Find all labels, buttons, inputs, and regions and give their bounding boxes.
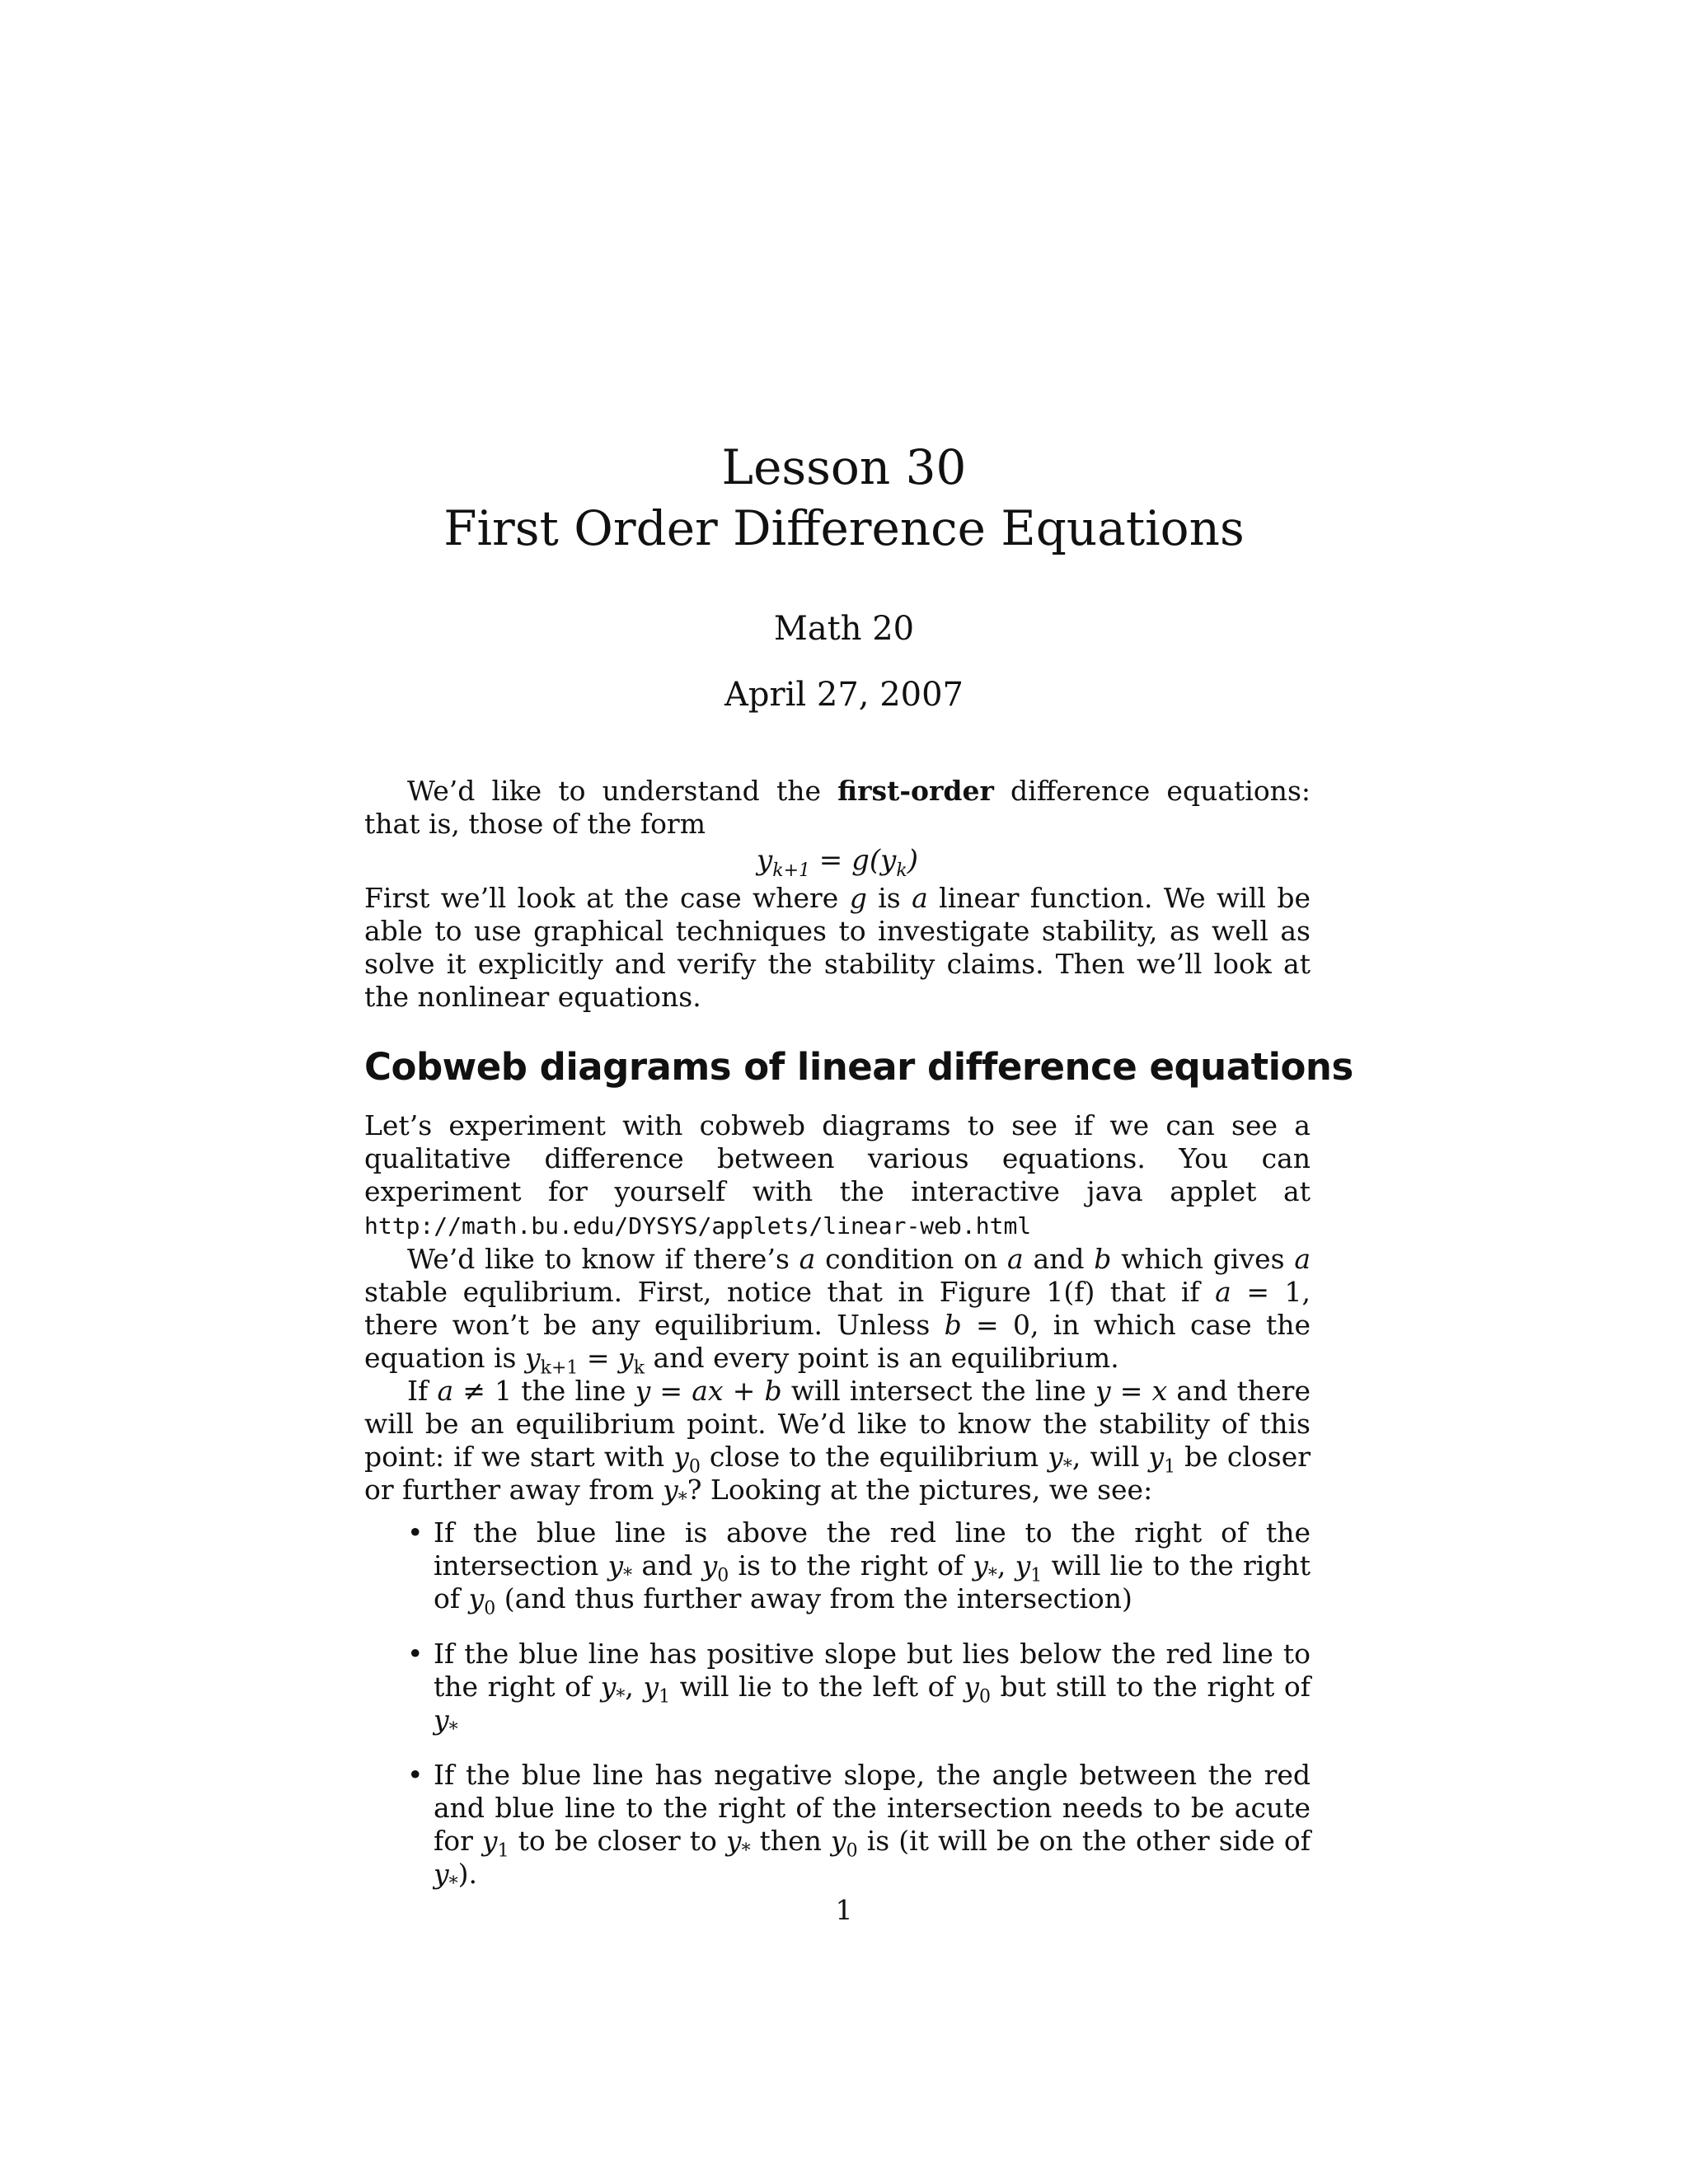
section-body	[364, 1109, 1311, 1511]
bullet-item: • If the blue line has negative slope, the angle between the red and blue line to the right of the intersection needs to be acute for $y_1$ to be closer to $y_*$ then $y_0$ is (it will be on the other side of $y_*$).	[407, 1759, 1311, 1895]
document-date: April 27, 2007	[724, 676, 964, 714]
document-title	[0, 437, 1688, 559]
bullet-item: • If the blue line is above the red line to the right of the intersection $y_*$ and $y_0$ is to the right of $y_*$, $y_1$ will lie to the right of $y_0$ (and thus further away from the intersection)	[407, 1516, 1311, 1619]
bullet-list	[364, 1516, 1311, 1913]
bullet-item: • If the blue line has positive slope but lies below the red line to the right of $y_*$, $y_1$ will lie to the left of $y_0$ but still to the right of $y_*$	[407, 1638, 1311, 1741]
page-number: 1	[835, 1894, 853, 1926]
intro-paragraph-1: We’d like to understand the first-order difference equations: that is, those of the form	[364, 775, 1311, 840]
applet-link[interactable]: http://math.bu.edu/DYSYS/applets/linear-web.html	[364, 1212, 1032, 1240]
course-name: Math 20	[773, 610, 915, 648]
title-line-lesson: Lesson 30	[721, 439, 967, 495]
section-paragraph-2: We’d like to know if there’s a condition on a and b which gives a stable equlibrium. First, notice that in Figure 1(f) that if a = 1, there won’t be any equilibrium. Unless b = 0, in which case the equation is $y_{k+1} = y_k$ and every point is an equilibrium.	[364, 1243, 1311, 1379]
intro-block	[364, 775, 1311, 1014]
section-heading: Cobweb diagrams of linear difference equations	[364, 1045, 1353, 1089]
title-line-topic: First Order Difference Equations	[443, 500, 1245, 556]
bold-term: first-order	[837, 775, 994, 807]
intro-paragraph-2: First we’ll look at the case where g is a linear function. We will be able to use graphical techniques to investigate stability, as well as solve it explicitly and verify the stability claims. Then we’ll look at the nonlinear equations.	[364, 882, 1311, 1013]
bullet-dot-icon: •	[407, 1516, 424, 1549]
section-paragraph-3: If a ≠ 1 the line y = ax + b will intersect the line y = x and there will be an equilibrium point. We’d like to know the stability of this point: if we start with $y_0$ close to the equilibrium $y_*$, will $y_1$ be closer or further away from $y_*$? Looking at the pictures, we see:	[364, 1375, 1311, 1511]
bullet-dot-icon: •	[407, 1638, 424, 1670]
bullet-dot-icon: •	[407, 1759, 424, 1791]
display-equation: $y_{k+1} = g(y_k)$	[757, 844, 918, 881]
section-paragraph-1: Let’s experiment with cobweb diagrams to see if we can see a qualitative difference between various equations. You can experiment for yourself with the interactive java applet at http://math.bu.edu/DYSYS/applets/linear-web.html	[364, 1109, 1311, 1240]
